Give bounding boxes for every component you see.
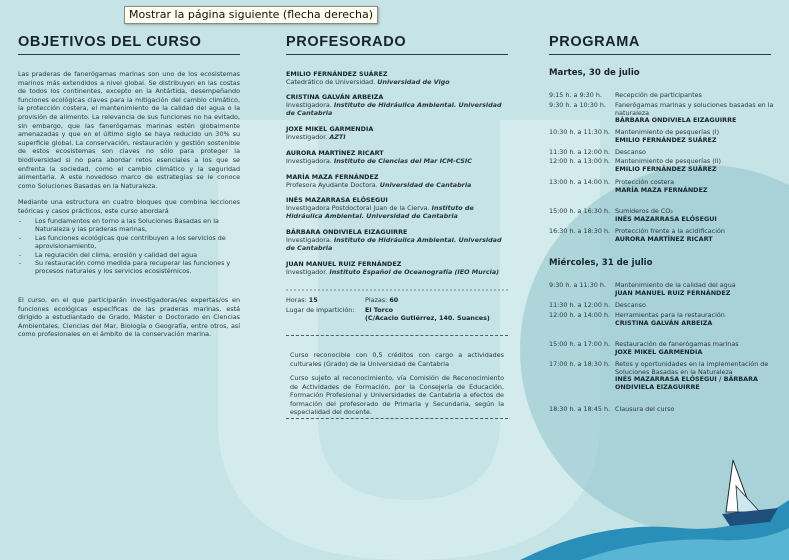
schedule-time: 11:30 h. a 12:00 h. <box>549 148 611 156</box>
schedule-speaker: MARÍA MAZA FERNÁNDEZ <box>615 185 708 194</box>
list-item: - Su restauración como medida para recuperar las funciones y procesos naturales y los servicios ecosistémicos. <box>18 259 240 276</box>
schedule-speaker: INÉS MAZARRASA ELÓSEGUI / BÁRBARA ONDIVIELA EIZAGUIRRE <box>615 375 758 391</box>
day-heading-1: Martes, 30 de julio <box>549 68 640 78</box>
schedule-speaker: EMILIO FERNÁNDEZ SUÁREZ <box>615 164 717 173</box>
schedule-time: 9:30 h. a 11:30 h. <box>549 281 606 289</box>
schedule-time: 18:30 h. a 18:45 h. <box>549 405 611 413</box>
professor-name: CRISTINA GALVÁN ARBEIZA <box>286 93 384 101</box>
profesorado-rule <box>286 54 508 55</box>
divider <box>286 335 508 336</box>
schedule-speaker: EMILIO FERNÁNDEZ SUÁREZ <box>615 135 717 144</box>
professor-institution: Instituto Español de Oceanografía (IEO Murcia) <box>329 268 500 277</box>
profesorado-heading: PROFESORADO <box>286 34 407 50</box>
schedule-speaker: INÉS MAZARRASA ELÓSEGUI <box>615 214 717 223</box>
professor-entry <box>286 173 508 189</box>
schedule-speaker: CRISTINA GALVÁN ARBEIZA <box>615 318 713 327</box>
professor-role: Profesora Ayudante Doctora. <box>286 181 378 190</box>
reconocimiento-note: Curso sujeto al reconocimiento, vía Comisión de Reconocimiento de Actividades de Formación, por la Consejería de Educación, Formación Profesional y Universidades de Cantabria a efectos de formación del profesorado de Primaria y Secundaria, según la especialidad del docente. <box>290 374 504 417</box>
programa-rule <box>549 54 771 55</box>
schedule-speaker: JUAN MANUEL RUIZ FERNÁNDEZ <box>615 288 731 297</box>
schedule-activity: Clausura del curso <box>615 405 675 413</box>
professor-role: Investigador. <box>286 133 328 142</box>
professor-name: INÉS MAZARRASA ELÓSEGUI <box>286 196 388 204</box>
schedule-activity: Fanerógamas marinas y soluciones basadas en la naturaleza <box>615 101 774 117</box>
professor-entry <box>286 93 508 118</box>
objetivos-bullet-list <box>18 217 240 276</box>
plazas-label: Plazas: <box>365 296 388 304</box>
schedule-time: 12:00 h. a 13:00 h. <box>549 157 611 165</box>
divider <box>286 418 508 419</box>
schedule-speaker: AURORA MARTÍNEZ RICART <box>615 234 713 243</box>
schedule-activity: Protección frente a la acidificación <box>615 227 725 235</box>
next-page-tooltip: Mostrar la página siguiente (flecha derecha) <box>124 6 378 24</box>
professor-name: BÁRBARA ONDIVIELA EIZAGUIRRE <box>286 228 408 236</box>
schedule-time: 13:00 h. a 14:00 h. <box>549 178 611 186</box>
programa-heading: PROGRAMA <box>549 34 640 50</box>
professor-institution: Instituto de Hidráulica Ambiental. Universidad de Cantabria <box>286 204 474 221</box>
professor-role: Investigador. <box>286 268 328 277</box>
schedule-speaker: JOXE MIKEL GARMENDIA <box>615 347 703 356</box>
lugar-name: El Torco <box>365 306 394 314</box>
schedule-activity: Herramientas para la restauración <box>615 311 725 319</box>
schedule-activity: Restauración de fanerógamas marinas <box>615 340 739 348</box>
schedule-activity: Retos y oportunidades en la implementación de Soluciones Basadas en la Naturaleza <box>615 360 769 376</box>
schedule-time: 17:00 h. a 18:30 h. <box>549 360 611 368</box>
professor-institution: Instituto de Hidráulica Ambiental. Universidad de Cantabria <box>286 101 502 118</box>
professor-entry <box>286 196 508 221</box>
professor-entry <box>286 125 508 141</box>
plazas-info <box>365 296 398 304</box>
schedule-activity: Descanso <box>615 148 646 156</box>
professor-role: Investigadora Postdoctoral Juan de la Cierva. <box>286 204 430 213</box>
objetivos-heading: OBJETIVOS DEL CURSO <box>18 34 202 50</box>
schedule-speaker: BÁRBARA ONDIVIELA EIZAGUIRRE <box>615 116 737 125</box>
schedule-time: 9:15 h. a 9:30 h. <box>549 91 602 99</box>
professor-role: Investigadora. <box>286 157 332 166</box>
professor-name: JOXE MIKEL GARMENDIA <box>286 125 374 133</box>
lugar-address: (C/Acacio Gutiérrez, 140. Suances) <box>365 314 490 323</box>
schedule-time: 11:30 h. a 12:00 h. <box>549 301 611 309</box>
schedule-activity: Descanso <box>615 301 646 309</box>
horas-value: 15 <box>308 296 318 304</box>
professor-entry <box>286 260 508 276</box>
plazas-value: 60 <box>389 296 399 304</box>
creditos-note: Curso reconocible con 0,5 créditos con cargo a actividades culturales (Grado) de la Universidad de Cantabria <box>290 351 504 368</box>
schedule-activity: Mantenimiento de pesquerías (I) <box>615 128 720 136</box>
professor-entry <box>286 149 508 165</box>
list-item: - La regulación del clima, erosión y calidad del agua <box>18 251 240 259</box>
list-item: - Los fundamentos en torno a las Soluciones Basadas en la Naturaleza y las praderas marinas, <box>18 217 240 234</box>
schedule-time: 10:30 h. a 11:30 h. <box>549 128 611 136</box>
professor-name: AURORA MARTÍNEZ RICART <box>286 149 384 157</box>
objetivos-paragraph-2: Mediante una estructura en cuatro bloques que combina lecciones teóricas y casos prácticos, este curso abordará <box>18 198 240 215</box>
professor-entry <box>286 70 508 86</box>
professor-institution: Universidad de Cantabria <box>379 181 472 190</box>
objetivos-paragraph-1: Las praderas de fanerógamas marinas son uno de los ecosistemas marinos más extendidos a nivel global. Se distribuyen en las costas de todos los continentes, excepto en la Antártida, desempeñando funciones ecológicas claves para la mitigación del cambio climático, la protección costera, el mantenimiento de la calidad del agua o la provisión de alimento. La relevancia de sus funciones no ha evitado, sin embargo, que las fanerógamas marinas estén globalmente amenazadas y que en el último siglo se haya reducido un 30% su superficie global. La conservación, restauración y gestión sostenible de estos ecosistemas son claves no sólo para proteger la biodiversidad si no para abordar retos esenciales a los que se enfrenta la sociedad, como el cambio climático y la seguridad alimentaria. A este novedoso marco de estrategias se le conoce como Soluciones Basadas en la Naturaleza. <box>18 70 240 190</box>
day-heading-2: Miércoles, 31 de julio <box>549 258 653 268</box>
schedule-activity: Mantenimiento de la calidad del agua <box>615 281 736 289</box>
schedule-time: 15:00 h. a 17:00 h. <box>549 340 611 348</box>
professor-institution: Instituto de Ciencias del Mar ICM-CSIC <box>333 157 472 166</box>
schedule-activity: Mantenimiento de pesquerías (II) <box>615 157 721 165</box>
schedule-time: 9:30 h. a 10:30 h. <box>549 101 606 109</box>
professor-institution: AZTI <box>329 133 346 142</box>
schedule-activity: Recepción de participantes <box>615 91 702 99</box>
horas-info <box>286 296 318 304</box>
list-item: - Las funciones ecológicas que contribuyen a los servicios de aprovisionamiento, <box>18 234 240 251</box>
professor-institution: Instituto de Hidráulica Ambiental. Universidad de Cantabria <box>286 236 502 253</box>
lugar-label: Lugar de impartición: <box>286 306 355 314</box>
professor-role: Investigadora. <box>286 236 332 245</box>
schedule-time: 16:30 h. a 18:30 h. <box>549 227 611 235</box>
professor-name: MARÍA MAZA FERNÁNDEZ <box>286 173 379 181</box>
professor-role: Catedrático de Universidad. <box>286 78 376 87</box>
schedule-time: 12:00 h. a 14:00 h. <box>549 311 611 319</box>
professor-institution: Universidad de Vigo <box>377 78 450 87</box>
schedule-activity: Sumideros de CO₂ <box>615 207 673 215</box>
professor-name: EMILIO FERNÁNDEZ SUÁREZ <box>286 70 388 78</box>
schedule-time: 15:00 h. a 16:30 h. <box>549 207 611 215</box>
professor-role: Investigadora. <box>286 101 332 110</box>
professor-name: JUAN MANUEL RUIZ FERNÁNDEZ <box>286 260 402 268</box>
lugar-value <box>365 306 490 322</box>
horas-label: Horas: <box>286 296 307 304</box>
schedule-activity: Protección costera <box>615 178 675 186</box>
objetivos-rule <box>18 54 240 55</box>
professor-entry <box>286 228 508 253</box>
objetivos-paragraph-3: El curso, en el que participarán investigadoras/es expertas/os en funciones ecológicas específicas de las praderas marinas, está dirigido a estudiantado de Grado, Máster o Doctorado en Ciencias Ambientales, Ciencias del Mar, Biología o Geografía, entre otros, así como profesionales en el ámbito de la conservación marina. <box>18 296 240 339</box>
